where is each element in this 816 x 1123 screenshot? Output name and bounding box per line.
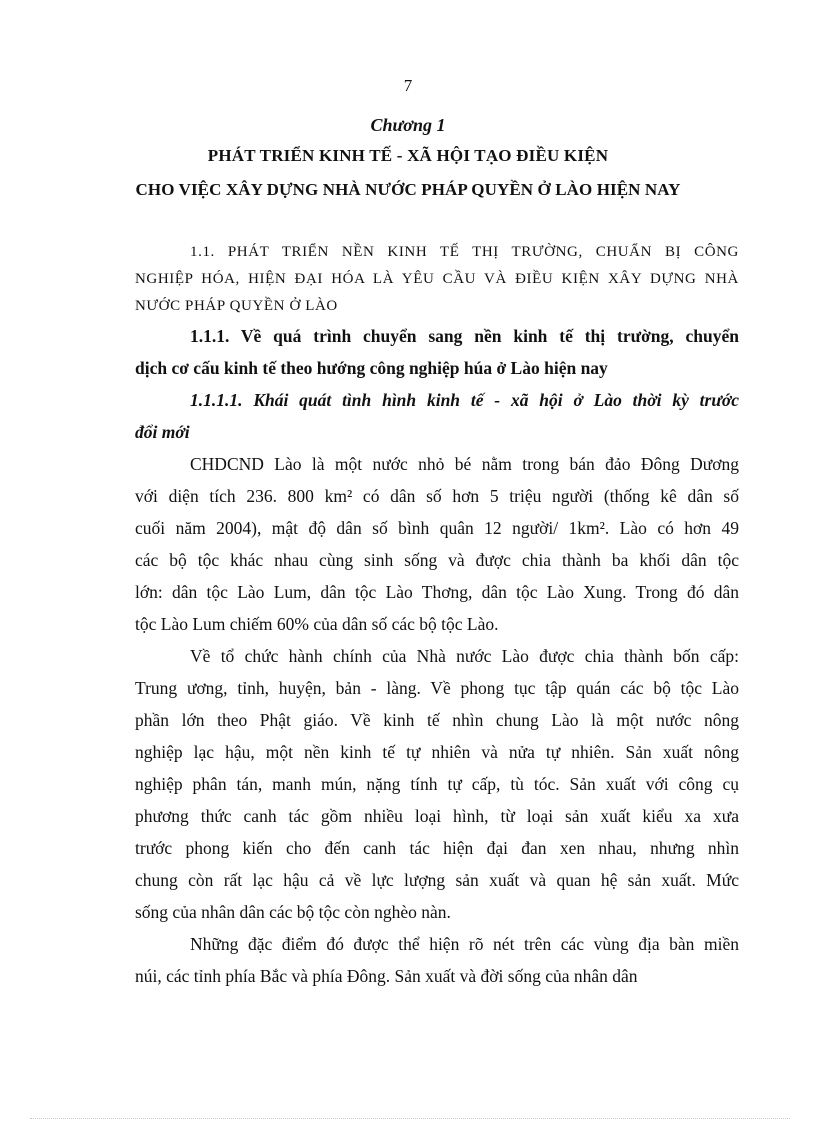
chapter-title-line-1: PHÁT TRIỂN KINH TẾ - XÃ HỘI TẠO ĐIỀU KIỆN bbox=[207, 146, 609, 165]
text-line: các bộ tộc khác nhau cùng sinh sống và được chia thành ba khối dân tộc bbox=[135, 550, 739, 570]
page-bottom-divider bbox=[30, 1118, 790, 1119]
chapter-label: Chương 1 bbox=[370, 115, 446, 135]
text-line: Những đặc điểm đó được thể hiện rõ nét trên các vùng địa bàn miền bbox=[190, 934, 739, 954]
chapter-title-line-2: CHO VIỆC XÂY DỰNG NHÀ NƯỚC PHÁP QUYỀN Ở LÀO HIỆN NAY bbox=[135, 180, 681, 199]
text-line: phần lớn theo Phật giáo. Về kinh tế nhìn chung Lào là một nước nông bbox=[135, 710, 739, 730]
text-line: cuối năm 2004), mật độ dân số bình quân 12 người/ 1km². Lào có hơn 49 bbox=[135, 518, 739, 538]
text-line: chung còn rất lạc hậu cả về lực lượng sản xuất và quan hệ sản xuất. Mức bbox=[135, 870, 739, 890]
text-line: núi, các tỉnh phía Bắc và phía Đông. Sản xuất và đời sống của nhân dân bbox=[135, 966, 638, 986]
text-line: trước phong kiến cho đến canh tác hiện đại đan xen nhau, nhưng nhìn bbox=[135, 838, 739, 858]
heading-line: NGHIỆP HÓA, HIỆN ĐẠI HÓA LÀ YÊU CẦU VÀ ĐIỀU KIỆN XÂY DỰNG NHÀ bbox=[135, 271, 739, 287]
heading-line: 1.1. PHÁT TRIỂN NỀN KINH TẾ THỊ TRƯỜNG, CHUẨN BỊ CÔNG bbox=[190, 244, 739, 260]
text-line: với diện tích 236. 800 km² có dân số hơn 5 triệu người (thống kê dân số bbox=[135, 486, 739, 506]
page-number: 7 bbox=[403, 76, 413, 95]
text-line: nghiệp lạc hậu, một nền kinh tế tự nhiên và nửa tự nhiên. Sản xuất nông bbox=[135, 742, 739, 762]
text-line: lớn: dân tộc Lào Lum, dân tộc Lào Thơng, dân tộc Lào Xung. Trong đó dân bbox=[135, 582, 739, 602]
text-line: nghiệp phân tán, manh mún, nặng tính tự cấp, tù tóc. Sản xuất với công cụ bbox=[135, 774, 739, 794]
text-line: tộc Lào Lum chiếm 60% của dân số các bộ tộc Lào. bbox=[135, 614, 499, 634]
heading-line: dịch cơ cấu kinh tế theo hướng công nghiệp húa ở Lào hiện nay bbox=[135, 358, 608, 378]
heading-line: 1.1.1.1. Khái quát tình hình kinh tế - xã hội ở Lào thời kỳ trước bbox=[190, 390, 739, 410]
heading-line: 1.1.1. Về quá trình chuyển sang nền kinh tế thị trường, chuyển bbox=[190, 326, 739, 346]
text-line: sống của nhân dân các bộ tộc còn nghèo nàn. bbox=[135, 902, 451, 922]
text-line: CHDCND Lào là một nước nhỏ bé nằm trong bán đảo Đông Dương bbox=[190, 454, 739, 474]
text-line: phương thức canh tác gồm nhiều loại hình, từ loại sản xuất kiểu xa xưa bbox=[135, 806, 739, 826]
text-line: Trung ương, tỉnh, huyện, bản - làng. Về phong tục tập quán các bộ tộc Lào bbox=[135, 678, 739, 698]
heading-line: NƯỚC PHÁP QUYỀN Ở LÀO bbox=[135, 298, 338, 314]
text-line: Về tổ chức hành chính của Nhà nước Lào được chia thành bốn cấp: bbox=[190, 646, 739, 666]
heading-line: đổi mới bbox=[135, 422, 190, 442]
